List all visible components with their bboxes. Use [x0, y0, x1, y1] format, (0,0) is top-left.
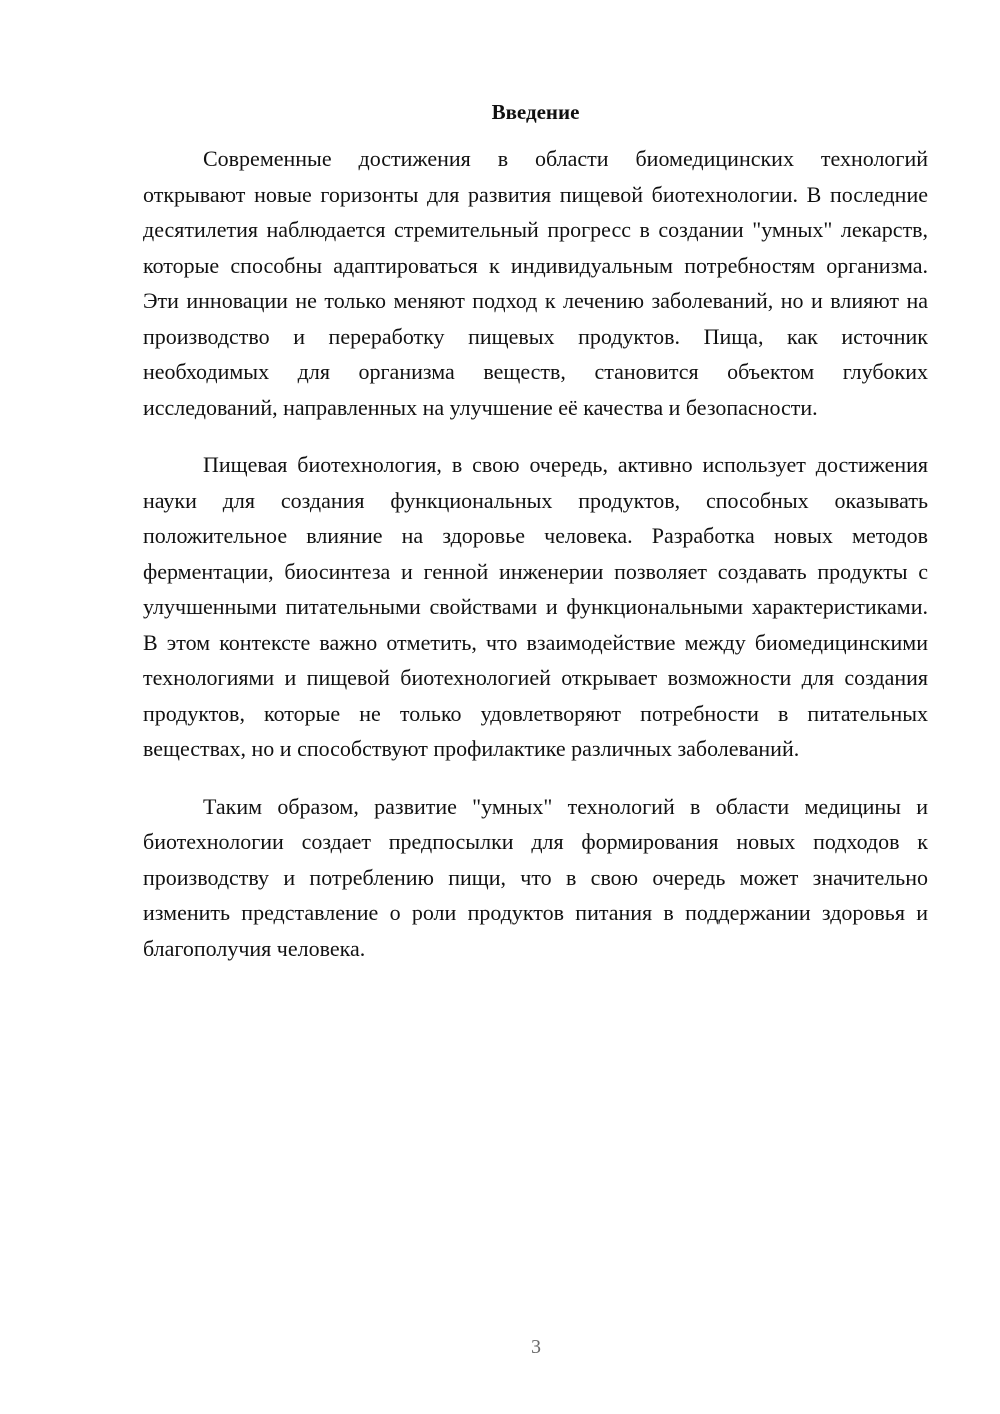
paragraph-3: Таким образом, развитие "умных" технологий в области медицины и биотехнологии создает предпосылки для формирования новых подходов к производству и потреблению пищи, что в свою очередь может значительно изменить представление о роли продуктов питания в поддержании здоровья и благополучия человека.: [143, 793, 928, 961]
page-title: Введение: [491, 100, 580, 124]
page-number: 3: [531, 1336, 541, 1358]
document-body: [143, 141, 928, 988]
paragraph-2: Пищевая биотехнология, в свою очередь, активно использует достижения науки для создания функциональных продуктов, способных оказывать положительное влияние на здоровье человека. Разработка новых методов ферментации, биосинтеза и генной инженерии позволяет создавать продукты с улучшенными питательными свойствами и функциональными характеристиками. В этом контексте важно отметить, что взаимодействие между биомедицинскими технологиями и пищевой биотехнологией открывает возможности для создания продуктов, которые не только удовлетворяют потребности в питательных веществах, но и способствуют профилактике различных заболеваний.: [143, 452, 928, 761]
paragraph-1: Современные достижения в области биомедицинских технологий открывают новые горизонты для развития пищевой биотехнологии. В последние десятилетия наблюдается стремительный прогресс в создании "умных" лекарств, которые способны адаптироваться к индивидуальным потребностям организма. Эти инновации не только меняют подход к лечению заболеваний, но и влияют на производство и переработку пищевых продуктов. Пища, как источник необходимых для организма веществ, становится объектом глубоких исследований, направленных на улучшение её качества и безопасности.: [143, 146, 928, 420]
